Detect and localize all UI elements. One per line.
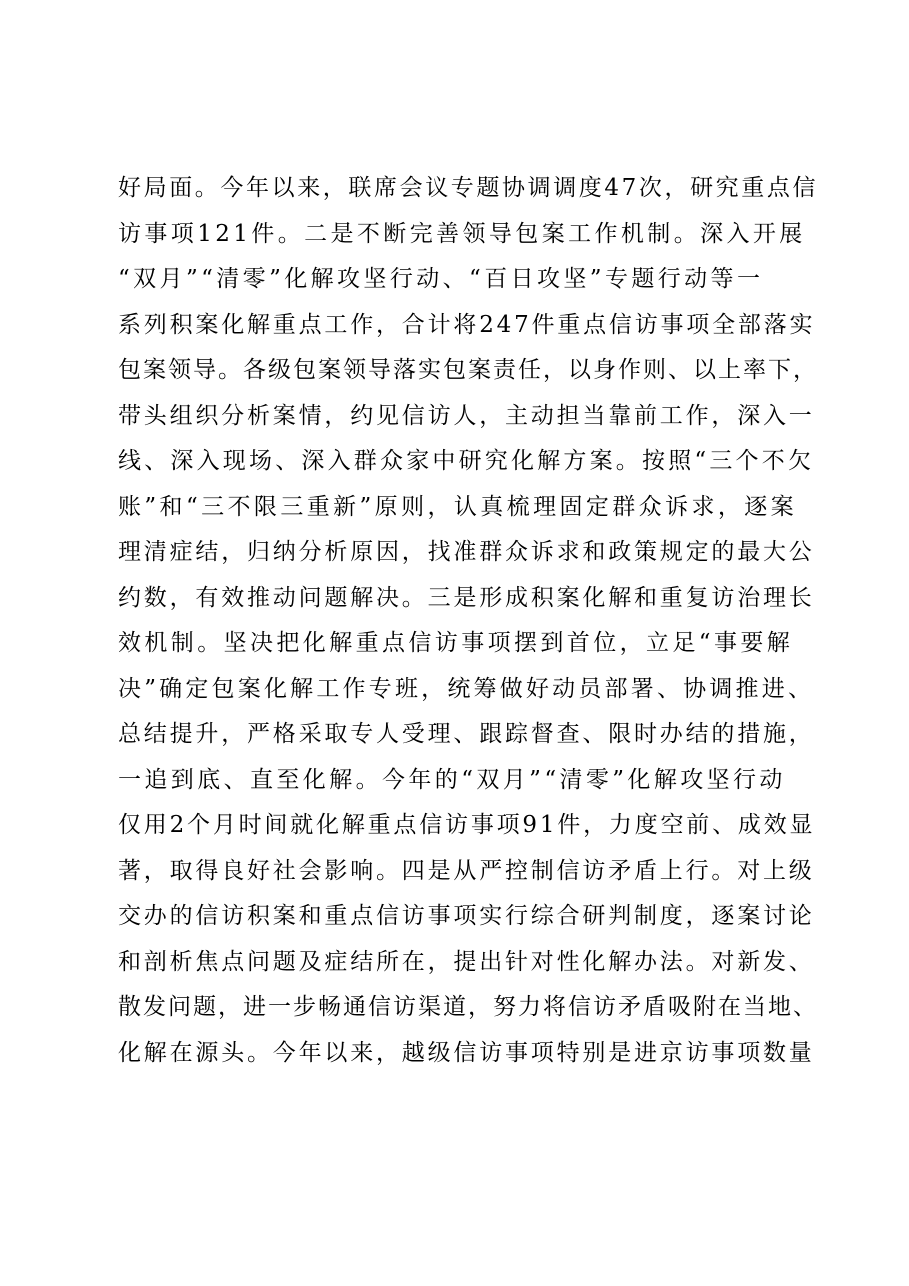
text-line: 账”和“三不限三重新”原则，认真梳理固定群众诉求，逐案 xyxy=(118,493,798,520)
text-line: 理清症结，归纳分析原因，找准群众诉求和政策规定的最大公 xyxy=(118,539,815,565)
text-line: 约数，有效推动问题解决。三是形成积案化解和重复访治理长 xyxy=(118,584,815,611)
body-text xyxy=(118,166,818,1076)
text-line: 效机制。坚决把化解重点信访事项摆到首位，立足“事要解 xyxy=(118,630,794,656)
text-line: 仅用2个月时间就化解重点信访事项91件，力度空前、成效显 xyxy=(118,812,816,838)
text-line: 著，取得良好社会影响。四是从严控制信访矛盾上行。对上级 xyxy=(118,857,815,884)
text-line: 总结提升，严格采取专人受理、跟踪督查、限时办结的措施， xyxy=(118,721,815,747)
text-line: 线、深入现场、深入群众家中研究化解方案。按照“三个不欠 xyxy=(118,448,815,474)
text-line: 系列积案化解重点工作，合计将247件重点信访事项全部落实 xyxy=(118,311,816,338)
text-line: 和剖析焦点问题及症结所在，提出针对性化解办法。对新发、 xyxy=(118,948,815,975)
text-line: 包案领导。各级包案领导落实包案责任，以身作则、以上率下， xyxy=(118,357,818,383)
text-line: 化解在源头。今年以来，越级信访事项特别是进京访事项数量 xyxy=(118,1039,815,1066)
text-line: 一追到底、直至化解。今年的“双月”“清零”化解攻坚行动 xyxy=(118,766,786,793)
text-line: 带头组织分析案情，约见信访人，主动担当靠前工作，深入一 xyxy=(118,402,815,429)
text-line: 散发问题，进一步畅通信访渠道，努力将信访矛盾吸附在当地、 xyxy=(118,994,818,1020)
text-line: 交办的信访积案和重点信访事项实行综合研判制度，逐案讨论 xyxy=(118,903,815,929)
text-line: 决”确定包案化解工作专班，统筹做好动员部署、协调推进、 xyxy=(118,675,815,702)
text-line: 访事项121件。二是不断完善领导包案工作机制。深入开展 xyxy=(118,220,806,247)
text-line: “双月”“清零”化解攻坚行动、“百日攻坚”专题行动等一 xyxy=(118,266,764,292)
text-line: 好局面。今年以来，联席会议专题协调调度47次，研究重点信 xyxy=(118,175,819,201)
